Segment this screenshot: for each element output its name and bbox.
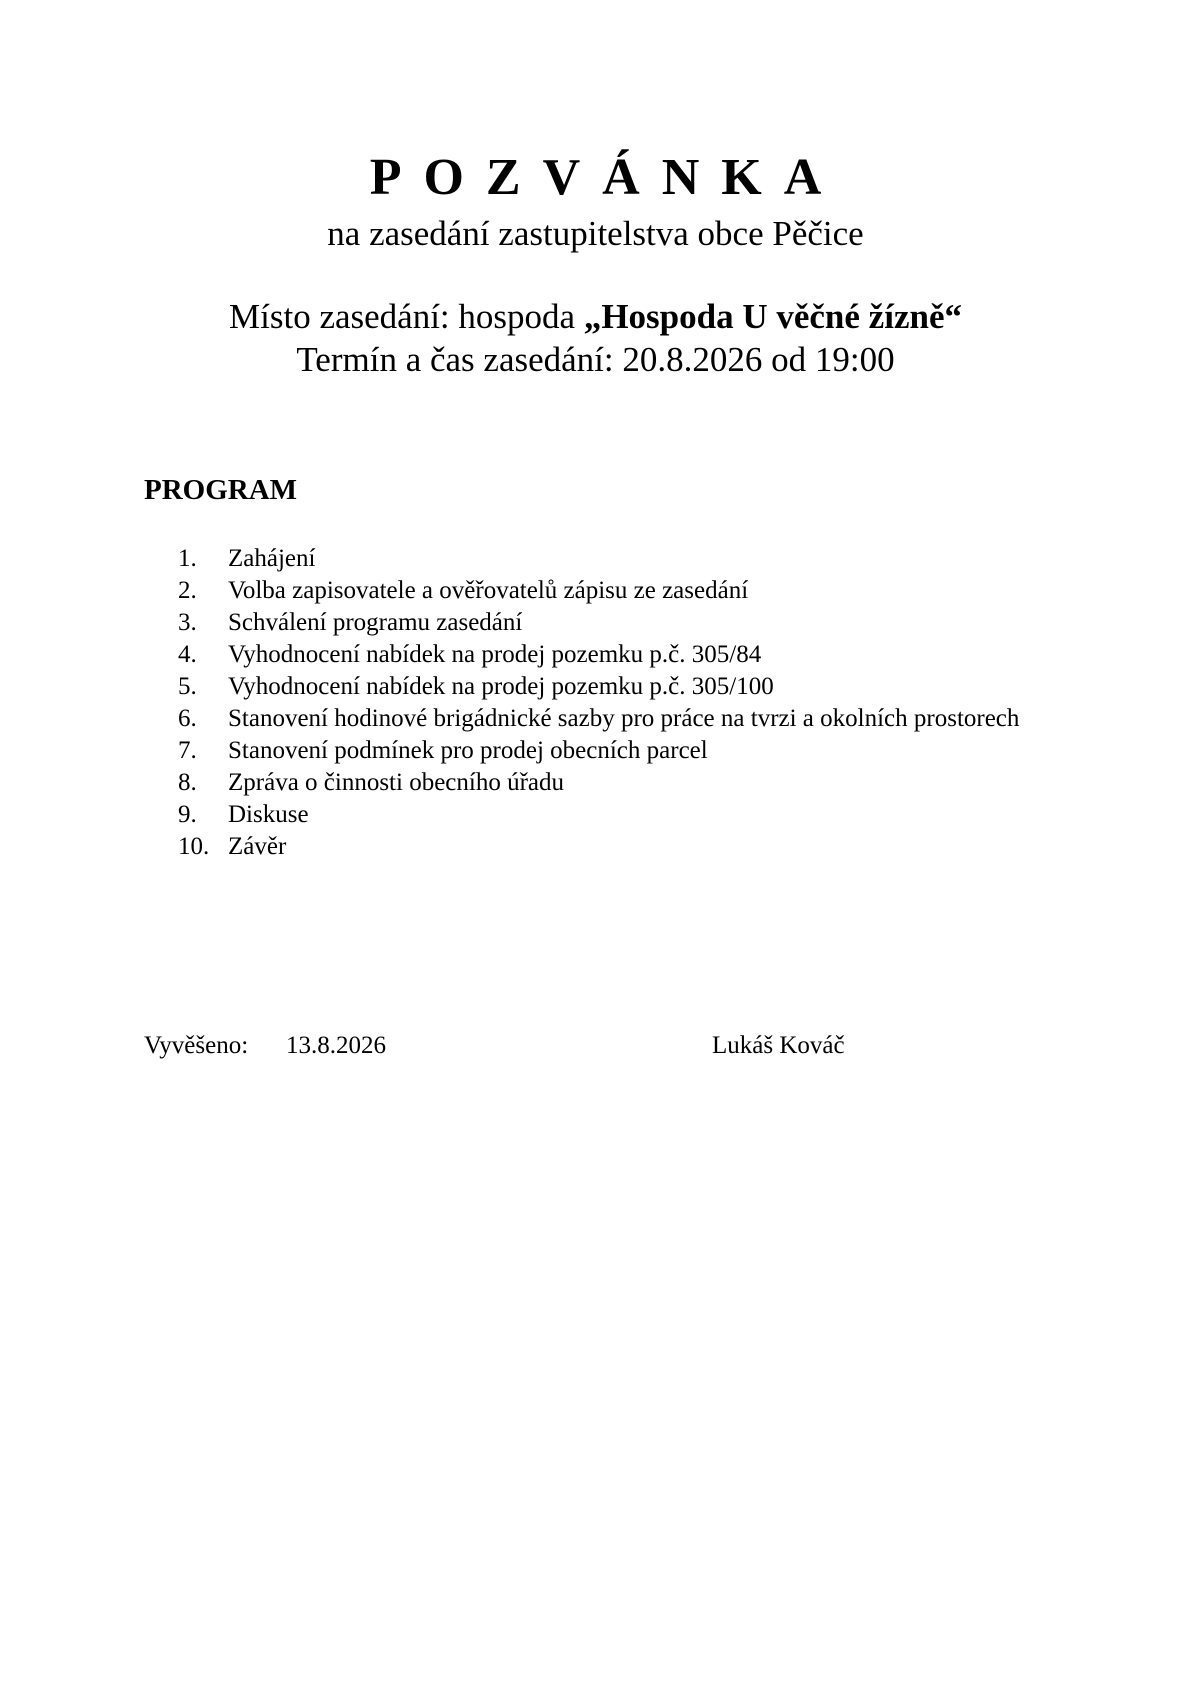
agenda-item-text: Zpráva o činnosti obecního úřadu	[228, 769, 565, 796]
meeting-place	[0, 295, 1191, 339]
agenda-item	[144, 703, 1044, 735]
agenda-item-number: 5.	[178, 673, 197, 700]
posted-label: Vyvěšeno:	[144, 1032, 249, 1059]
agenda-item	[144, 607, 1044, 639]
signature-name: Lukáš Kováč	[712, 1032, 845, 1059]
agenda-item	[144, 543, 1044, 575]
agenda-item	[144, 799, 1044, 831]
agenda-item	[144, 767, 1044, 799]
agenda-item-text: Volba zapisovatele a ověřovatelů zápisu ze zasedání	[228, 577, 749, 604]
meeting-place-label: Místo zasedání: hospoda	[229, 297, 584, 336]
agenda-item-number: 4.	[178, 641, 197, 668]
agenda-item-text: Vyhodnocení nabídek na prodej pozemku p.č. 305/100	[228, 673, 774, 700]
agenda-item-text: Diskuse	[228, 801, 309, 828]
posted-date: 13.8.2026	[286, 1032, 386, 1059]
agenda-item-number: 2.	[178, 577, 197, 604]
agenda-item-number: 10.	[178, 833, 210, 860]
agenda-item-text: Stanovení hodinové brigádnické sazby pro práce na tvrzi a okolních prostorech	[228, 705, 1020, 732]
agenda-item-number: 8.	[178, 769, 197, 796]
agenda-item-text: Vyhodnocení nabídek na prodej pozemku p.č. 305/84	[228, 641, 762, 668]
agenda-item-number: 3.	[178, 609, 197, 636]
agenda-item	[144, 831, 1044, 863]
meeting-place-name: „Hospoda U věčné žízně“	[583, 297, 962, 336]
agenda-item-number: 6.	[178, 705, 197, 732]
program-heading: PROGRAM	[144, 474, 298, 506]
agenda-item-number: 7.	[178, 737, 197, 764]
meeting-time: Termín a čas zasedání: 20.8.2026 od 19:00	[296, 340, 895, 379]
agenda-list	[144, 543, 1044, 863]
agenda-item	[144, 735, 1044, 767]
document-title: POZVÁNKA	[369, 149, 844, 206]
agenda-item	[144, 639, 1044, 671]
agenda-item-number: 1.	[178, 545, 197, 572]
agenda-item	[144, 671, 1044, 703]
agenda-item-number: 9.	[178, 801, 197, 828]
agenda-item-text: Stanovení podmínek pro prodej obecních parcel	[228, 737, 708, 764]
agenda-item-text: Schválení programu zasedání	[228, 609, 523, 636]
agenda-item	[144, 575, 1044, 607]
document-subtitle: na zasedání zastupitelstva obce Pěčice	[327, 214, 864, 253]
agenda-item-text: Zahájení	[228, 545, 316, 572]
agenda-item-text: Závěr	[228, 833, 287, 860]
